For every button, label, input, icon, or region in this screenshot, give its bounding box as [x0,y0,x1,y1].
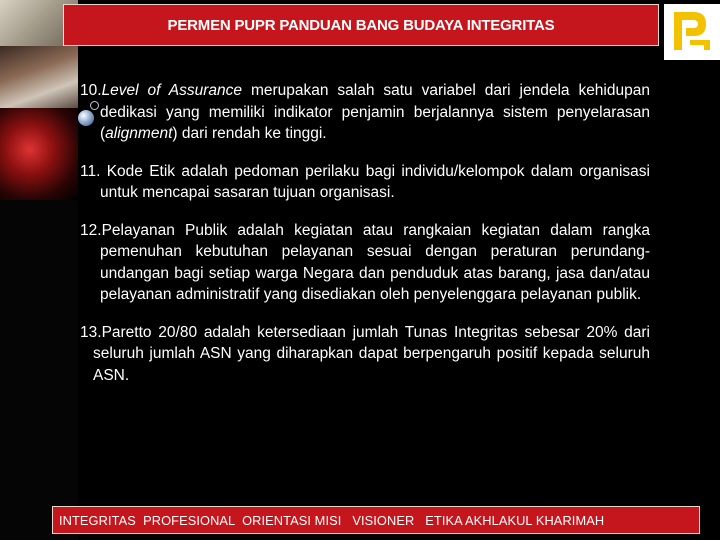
term-alignment: alignment [105,125,173,142]
red-sphere-photo [0,108,78,200]
item-text-end: ) dari rendah ke tinggi. [172,125,327,142]
item-text: Kode Etik adalah pedoman perilaku bagi individu/kelompok dalam organisasi untuk mencapai sasaran tujuan organisasi. [100,162,650,201]
handshake-photo [0,46,78,108]
item-number: 10. [80,82,102,99]
list-item-10 [80,80,650,145]
title-bar [63,4,659,46]
item-number: 11. [80,162,101,180]
list-item-12 [80,220,650,306]
footer-bar [52,506,700,534]
pupr-logo-icon [664,4,720,60]
item-number: 13. [80,323,102,341]
slide-title: PERMEN PUPR PANDUAN BANG BUDAYA INTEGRITAS [167,16,555,34]
side-photo-strip [0,0,78,540]
item-text: Paretto 20/80 adalah ketersediaan jumlah Tunas Integritas sebesar 20% dari seluruh jumlah ASN yang diharapkan dapat berpengaruh positif kepada seluruh ASN. [93,323,650,384]
term-level-of-assurance: Level of Assurance [101,82,243,99]
list-item-11 [80,161,650,204]
content-list [80,80,650,402]
dark-photo-panel [0,200,78,540]
footer-values: INTEGRITAS PROFESIONAL ORIENTASI MISI VISIONER ETIKA AKHLAKUL KHARIMAH [59,512,605,528]
item-text: merupakan salah satu variabel dari jendela kehidupan dedikasi yang memiliki indikator penjamin berjalannya sistem penyelarasan ( [100,82,650,142]
list-item-13 [80,322,650,387]
item-text: Pelayanan Publik adalah kegiatan atau rangkaian kegiatan dalam rangka pemenuhan kebutuhan pelayanan sesuai dengan peraturan perundang-undangan bagi setiap warga Negara dan penduduk atas barang, jasa dan/atau pelayanan administratif yang disediakan oleh penyelenggara pelayanan publik. [100,221,650,303]
item-number: 12. [80,221,102,239]
